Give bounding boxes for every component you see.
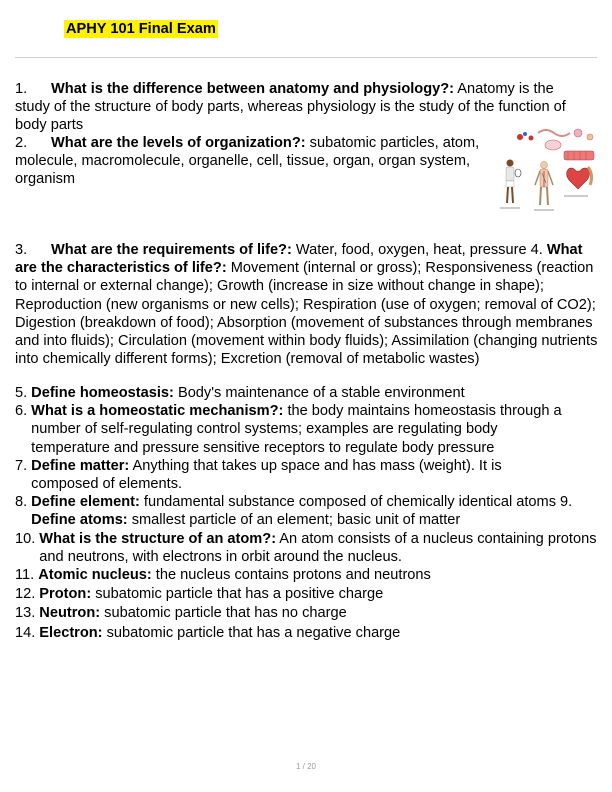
question-number: 1. [15, 81, 28, 97]
question-text: Proton: [39, 586, 92, 603]
question-2 [15, 134, 483, 189]
answer-text: Anatomy is the study of the structure of body parts, whereas physiology is the study of the function of body parts [15, 81, 566, 134]
answer-text: the body maintains homeostasis through a number of self-regulating control systems; examples are regulating body temperature and pressure sensitive receptors to regulate body pressure [31, 403, 562, 456]
answer-text: the nucleus contains protons and neutrons [151, 567, 431, 584]
answer-text: subatomic particle that has a positive charge [91, 586, 384, 603]
list-item [15, 585, 605, 603]
question-text: Electron: [39, 624, 103, 641]
question-text: Define homeostasis: [31, 385, 174, 401]
question-text: What is the difference between anatomy and physiology?: [51, 81, 455, 97]
header-divider [15, 57, 597, 58]
question-text: What are the requirements of life?: [51, 242, 292, 258]
list-item [15, 624, 605, 642]
list-item [15, 402, 605, 457]
item-number: 11. [15, 567, 35, 584]
item-number: 10. [15, 530, 36, 547]
item-number: 7. [15, 457, 28, 474]
levels-of-organization-figure [498, 125, 599, 218]
item-number: 6. [15, 403, 28, 420]
list-item [15, 493, 605, 529]
question-3 [15, 241, 605, 368]
answer-text: fundamental substance composed of chemically identical atoms 9. [139, 494, 573, 511]
answer-text: subatomic particle that has no charge [100, 605, 347, 622]
list-item [15, 384, 605, 402]
question-number: 3. [15, 242, 28, 258]
answer-text: subatomic particle that has a negative charge [102, 624, 401, 641]
question-text: Define element: [31, 494, 140, 511]
list-item [15, 566, 605, 584]
item-number: 8. [15, 494, 28, 511]
question-text: What is a homeostatic mechanism?: [31, 403, 284, 420]
item-number: 5. [15, 385, 28, 401]
question-text: Neutron: [39, 605, 101, 622]
item-number: 13. [15, 605, 36, 622]
question-text: What are the levels of organization?: [51, 135, 306, 151]
question-text: Atomic nucleus: [38, 567, 152, 584]
question-text: What are the characteristics of life?: [15, 242, 583, 277]
question-number: 2. [15, 135, 28, 151]
answer-text: Movement (internal or gross); Responsiveness (reaction to internal or external change); Growth (increase in size without change in shape); Reproduction (new organisms or new cells); Respiration (use of oxygen; removal of CO2); Digestion (breakdown of food); Absorption (movement of substances through membranes and into fluids); Circulation (movement within body fluids); Assimilation (changing nutrients into chemically different forms); Excretion (removal of metabolic wastes) [15, 260, 598, 368]
question-text: Define atoms: [31, 512, 128, 529]
page-number: 1 / 20 [295, 762, 316, 771]
numbered-list [15, 384, 605, 642]
answer-text: An atom consists of a nucleus containing protons and neutrons, with electrons in orbit around the nucleus. [39, 530, 597, 565]
answer-text: Body's maintenance of a stable environment [173, 385, 465, 401]
answer-text: subatomic particles, atom, molecule, macromolecule, organelle, cell, tissue, organ, organ system, organism [15, 135, 480, 188]
page-title: APHY 101 Final Exam [66, 21, 216, 37]
question-text: What is the structure of an atom?: [39, 530, 277, 547]
item-number: 12. [15, 586, 36, 603]
answer-text: smallest particle of an element; basic unit of matter [127, 512, 461, 529]
answer-text: Water, food, oxygen, heat, pressure 4. [291, 242, 543, 258]
list-item [15, 530, 605, 566]
answer-text: Anything that takes up space and has mass (weight). It is composed of elements. [31, 457, 502, 493]
list-item [15, 457, 605, 493]
question-text: Define matter: [31, 457, 130, 474]
list-item [15, 604, 605, 622]
question-1 [15, 80, 575, 135]
item-number: 14. [15, 624, 36, 641]
